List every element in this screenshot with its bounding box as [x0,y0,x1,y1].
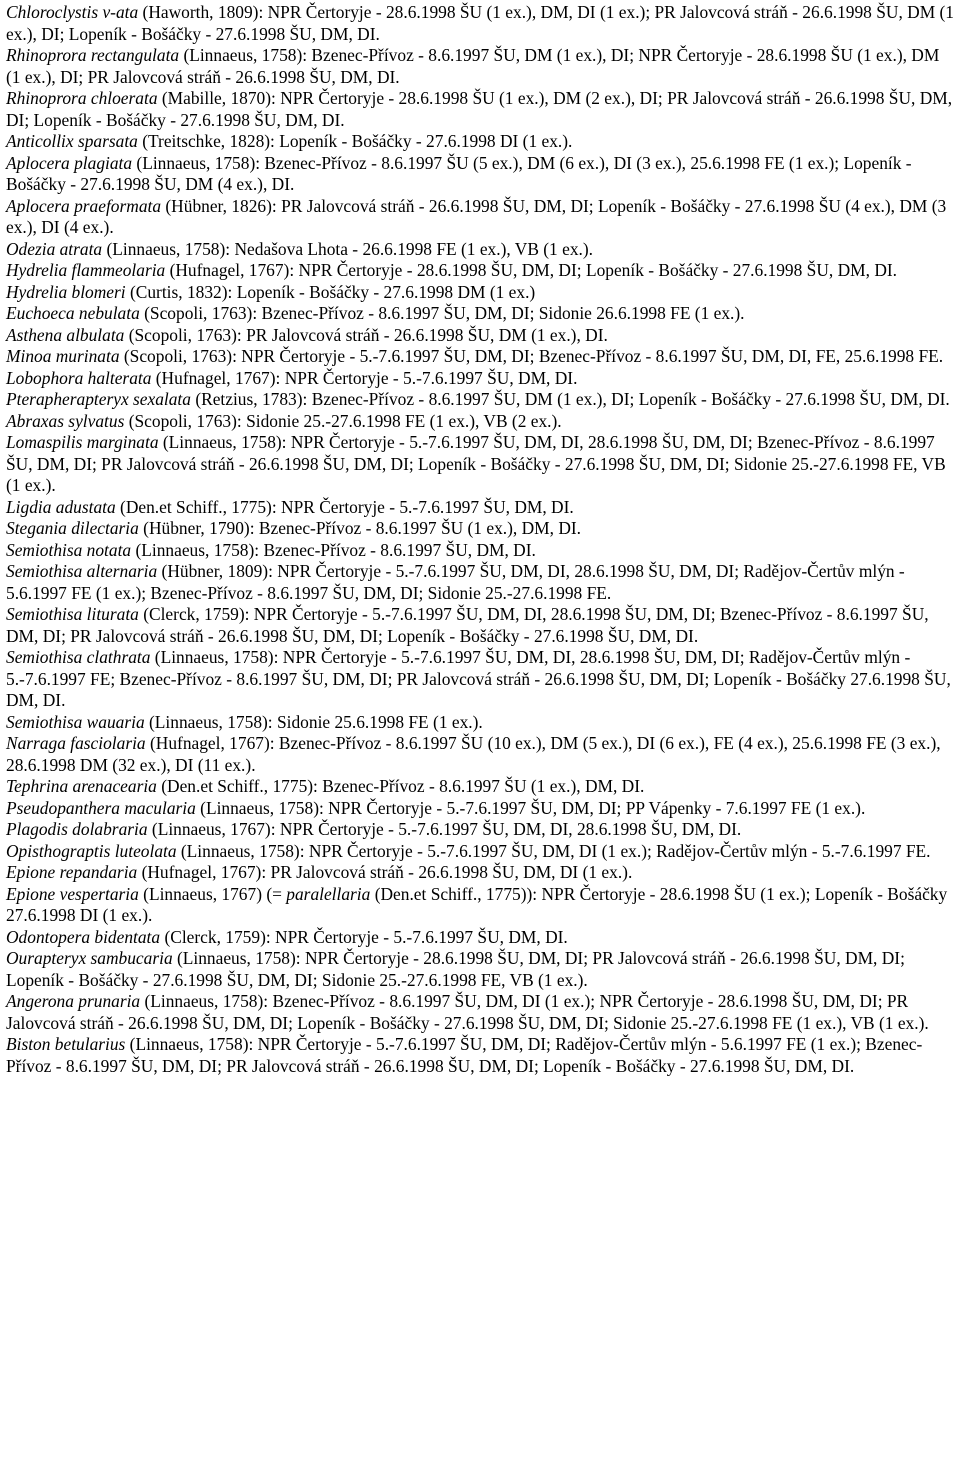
species-records: (Linnaeus, 1767): NPR Čertoryje - 5.-7.6.1997 ŠU, DM, DI, 28.6.1998 ŠU, DM, DI. [147,819,742,839]
species-entry [6,497,954,519]
species-name: Rhinoprora chloerata [6,88,158,108]
species-entry [6,2,954,45]
species-entry [6,346,954,368]
species-name: Chloroclystis v-ata [6,2,139,22]
species-name: Hydrelia blomeri [6,281,126,302]
species-name: Angerona prunaria [6,991,141,1011]
species-records: (Linnaeus, 1758): NPR Čertoryje - 28.6.1998 ŠU, DM, DI; PR Jalovcová stráň - 26.6.1998 ŠU, DM, DI; Lopeník - Bošáčky - 27.6.1998 ŠU, DM, DI; Sidonie 25.-27.6.1998 FE, VB (1 ex.). [6,948,905,990]
species-records: (Linnaeus, 1758): Nedašova Lhota - 26.6.1998 FE (1 ex.), VB (1 ex.). [102,238,594,259]
species-records: (Hübner, 1826): PR Jalovcová stráň - 26.6.1998 ŠU, DM, DI; Lopeník - Bošáčky - 27.6.1998 ŠU (4 ex.), DM (3 ex.), DI (4 ex.). [6,195,947,237]
species-records: (Treitschke, 1828): Lopeník - Bošáčky - 27.6.1998 DI (1 ex.). [137,131,573,151]
species-name: Semiothisa clathrata [6,647,151,667]
species-name: Semiothisa liturata [6,604,139,624]
species-records: (Hufnagel, 1767): Bzenec-Přívoz - 8.6.1997 ŠU (10 ex.), DM (5 ex.), DI (6 ex.), FE (4 ex.), 25.6.1998 FE (3 ex.), 28.6.1998 DM (32 ex.), DI (11 ex.). [6,733,941,775]
species-entry [6,389,954,411]
species-entry [6,45,954,88]
species-entry [6,540,954,562]
species-name: Biston betularius [6,1034,126,1054]
species-entry [6,368,954,390]
species-entry [6,948,954,991]
species-entry [6,819,954,841]
species-name: Ourapteryx sambucaria [6,948,173,968]
species-name: Semiothisa wauaria [6,711,145,732]
species-entry [6,884,954,927]
species-entry [6,432,954,497]
synonym-name: paralellaria [286,883,371,904]
species-records: (Scopoli, 1763): PR Jalovcová stráň - 26.6.1998 ŠU, DM (1 ex.), DI. [124,324,608,345]
species-entry [6,88,954,131]
species-name: Ligdia adustata [6,496,116,517]
species-records: (Hufnagel, 1767): PR Jalovcová stráň - 26.6.1998 ŠU, DM, DI (1 ex.). [137,862,633,882]
species-records: (Scopoli, 1763): Sidonie 25.-27.6.1998 FE (1 ex.), VB (2 ex.). [124,410,562,431]
species-records: (Linnaeus, 1758): NPR Čertoryje - 5.-7.6.1997 ŠU, DM, DI, 28.6.1998 ŠU, DM, DI; Radějov-Čertův mlýn - 5.-7.6.1997 FE; Bzenec-Přívoz - 8.6.1997 ŠU, DM, DI; PR Jalovcová stráň - 26.6.1998 ŠU, DM, DI; Lopeník - Bošáčky 27.6.1998 ŠU, DM, DI. [6,647,951,710]
species-name: Hydrelia flammeolaria [6,260,166,280]
species-entry [6,561,954,604]
species-entry [6,518,954,540]
species-entry [6,862,954,884]
species-records: (Linnaeus, 1758): Sidonie 25.6.1998 FE (1 ex.). [144,711,483,732]
species-records: (Curtis, 1832): Lopeník - Bošáčky - 27.6.1998 DM (1 ex.) [125,281,536,302]
species-records: (Linnaeus, 1758): NPR Čertoryje - 5.-7.6.1997 ŠU, DM, DI; Radějov-Čertův mlýn - 5.6.1997 FE (1 ex.); Bzenec-Přívoz - 8.6.1997 ŠU, DM, DI; PR Jalovcová stráň - 26.6.1998 ŠU, DM, DI; Lopeník - Bošáčky - 27.6.1998 ŠU, DM, DI. [6,1034,923,1076]
species-name: Epione vespertaria [6,883,139,904]
species-list [6,2,954,1077]
species-records: (Linnaeus, 1758): NPR Čertoryje - 5.-7.6.1997 ŠU, DM, DI; PP Vápenky - 7.6.1997 FE (1 ex.). [195,797,866,818]
species-entry [6,647,954,712]
species-records: (Linnaeus, 1758): NPR Čertoryje - 5.-7.6.1997 ŠU, DM, DI, 28.6.1998 ŠU, DM, DI; Bzenec-Přívoz - 8.6.1997 ŠU, DM, DI; PR Jalovcová stráň - 26.6.1998 ŠU, DM, DI; Lopeník - Bošáčky - 27.6.1998 ŠU, DM, DI; Sidonie 25.-27.6.1998 FE, VB (1 ex.). [6,432,946,495]
species-name: Epione repandaria [6,862,138,882]
species-records: (Den.et Schiff., 1775): Bzenec-Přívoz - 8.6.1997 ŠU (1 ex.), DM, DI. [156,776,645,796]
species-records: (Linnaeus, 1758): Bzenec-Přívoz - 8.6.1997 ŠU, DM, DI. [131,539,536,560]
species-name: Aplocera praeformata [6,195,162,216]
species-entry [6,411,954,433]
species-entry [6,991,954,1034]
species-name: Odontopera bidentata [6,926,161,947]
species-name: Semiothisa alternaria [6,561,158,581]
species-entry [6,776,954,798]
species-entry [6,712,954,734]
species-entry [6,303,954,325]
species-entry [6,260,954,282]
species-name: Tephrina arenacearia [6,776,157,796]
species-records: (Linnaeus, 1758): NPR Čertoryje - 5.-7.6.1997 ŠU, DM, DI (1 ex.); Radějov-Čertův mlýn - 5.-7.6.1997 FE. [176,840,931,861]
species-records: (Scopoli, 1763): NPR Čertoryje - 5.-7.6.1997 ŠU, DM, DI; Bzenec-Přívoz - 8.6.1997 ŠU, DM, DI, FE, 25.6.1998 FE. [119,346,944,366]
species-records: (Linnaeus, 1758): Bzenec-Přívoz - 8.6.1997 ŠU, DM, DI (1 ex.); NPR Čertoryje - 28.6.1998 ŠU, DM, DI; PR Jalovcová stráň - 26.6.1998 ŠU, DM, DI; Lopeník - Bošáčky - 27.6.1998 ŠU, DM, DI; Sidonie 25.-27.6.1998 FE (1 ex.), VB (1 ex.). [6,991,929,1033]
species-name: Opisthograptis luteolata [6,840,177,861]
species-name: Narraga fasciolaria [6,733,146,753]
species-records: (Hübner, 1809): NPR Čertoryje - 5.-7.6.1997 ŠU, DM, DI, 28.6.1998 ŠU, DM, DI; Radějov-Čertův mlýn - 5.6.1997 FE (1 ex.); Bzenec-Přívoz - 8.6.1997 ŠU, DM, DI; Sidonie 25.-27.6.1998 FE. [6,561,905,603]
species-entry [6,196,954,239]
species-records: (Mabille, 1870): NPR Čertoryje - 28.6.1998 ŠU (1 ex.), DM (2 ex.), DI; PR Jalovcová stráň - 26.6.1998 ŠU, DM, DI; Lopeník - Bošáčky - 27.6.1998 ŠU, DM, DI. [6,88,953,130]
species-name: Semiothisa notata [6,539,132,560]
species-records: (Retzius, 1783): Bzenec-Přívoz - 8.6.1997 ŠU, DM (1 ex.), DI; Lopeník - Bošáčky - 27.6.1998 ŠU, DM, DI. [190,389,950,409]
species-records: (Haworth, 1809): NPR Čertoryje - 28.6.1998 ŠU (1 ex.), DM, DI (1 ex.); PR Jalovcová stráň - 26.6.1998 ŠU, DM (1 ex.), DI; Lopeník - Bošáčky - 27.6.1998 ŠU, DM, DI. [6,2,955,44]
species-entry [6,1034,954,1077]
species-name: Lobophora halterata [6,367,152,388]
species-entry [6,798,954,820]
species-name: Pseudopanthera macularia [6,797,196,818]
species-entry [6,282,954,304]
species-entry [6,239,954,261]
species-name: Pterapherapteryx sexalata [6,389,191,409]
species-entry [6,131,954,153]
species-name: Euchoeca nebulata [6,303,140,323]
species-records: (Den.et Schiff., 1775): NPR Čertoryje - 5.-7.6.1997 ŠU, DM, DI. [115,496,574,517]
species-records: (Clerck, 1759): NPR Čertoryje - 5.-7.6.1997 ŠU, DM, DI, 28.6.1998 ŠU, DM, DI; Bzenec-Přívoz - 8.6.1997 ŠU, DM, DI; PR Jalovcová stráň - 26.6.1998 ŠU, DM, DI; Lopeník - Bošáčky - 27.6.1998 ŠU, DM, DI. [6,604,929,646]
species-records: (Hufnagel, 1767): NPR Čertoryje - 5.-7.6.1997 ŠU, DM, DI. [151,367,578,388]
species-name: Plagodis dolabraria [6,819,148,839]
species-name: Abraxas sylvatus [6,410,125,431]
species-name: Asthena albulata [6,324,125,345]
species-records: (Hufnagel, 1767): NPR Čertoryje - 28.6.1998 ŠU, DM, DI; Lopeník - Bošáčky - 27.6.1998 ŠU, DM, DI. [165,260,898,280]
species-name: Stegania dilectaria [6,518,139,538]
species-records: (Linnaeus, 1758): Bzenec-Přívoz - 8.6.1997 ŠU, DM (1 ex.), DI; NPR Čertoryje - 28.6.1998 ŠU (1 ex.), DM (1 ex.), DI; PR Jalovcová stráň - 26.6.1998 ŠU, DM, DI. [6,45,940,87]
species-name: Anticollix sparsata [6,131,138,151]
species-records: (Linnaeus, 1758): Bzenec-Přívoz - 8.6.1997 ŠU (5 ex.), DM (6 ex.), DI (3 ex.), 25.6.1998 FE (1 ex.); Lopeník - Bošáčky - 27.6.1998 ŠU, DM (4 ex.), DI. [6,152,912,194]
species-records: (Linnaeus, 1767) (= [138,883,287,904]
species-records: (Hübner, 1790): Bzenec-Přívoz - 8.6.1997 ŠU (1 ex.), DM, DI. [138,518,582,538]
species-entry [6,604,954,647]
species-name: Lomaspilis marginata [6,432,159,452]
species-entry [6,733,954,776]
species-records-continued: (Den.et Schiff., 1775)): NPR Čertoryje - 28.6.1998 ŠU (1 ex.); Lopeník - Bošáčky 27.6.1998 DI (1 ex.). [6,883,948,925]
species-records: (Clerck, 1759): NPR Čertoryje - 5.-7.6.1997 ŠU, DM, DI. [160,926,568,947]
species-name: Rhinoprora rectangulata [6,45,180,65]
species-entry [6,927,954,949]
species-name: Minoa murinata [6,346,120,366]
species-name: Aplocera plagiata [6,152,133,173]
species-entry [6,841,954,863]
species-entry [6,153,954,196]
species-entry [6,325,954,347]
species-records: (Scopoli, 1763): Bzenec-Přívoz - 8.6.1997 ŠU, DM, DI; Sidonie 26.6.1998 FE (1 ex.). [139,303,745,323]
species-name: Odezia atrata [6,238,103,259]
